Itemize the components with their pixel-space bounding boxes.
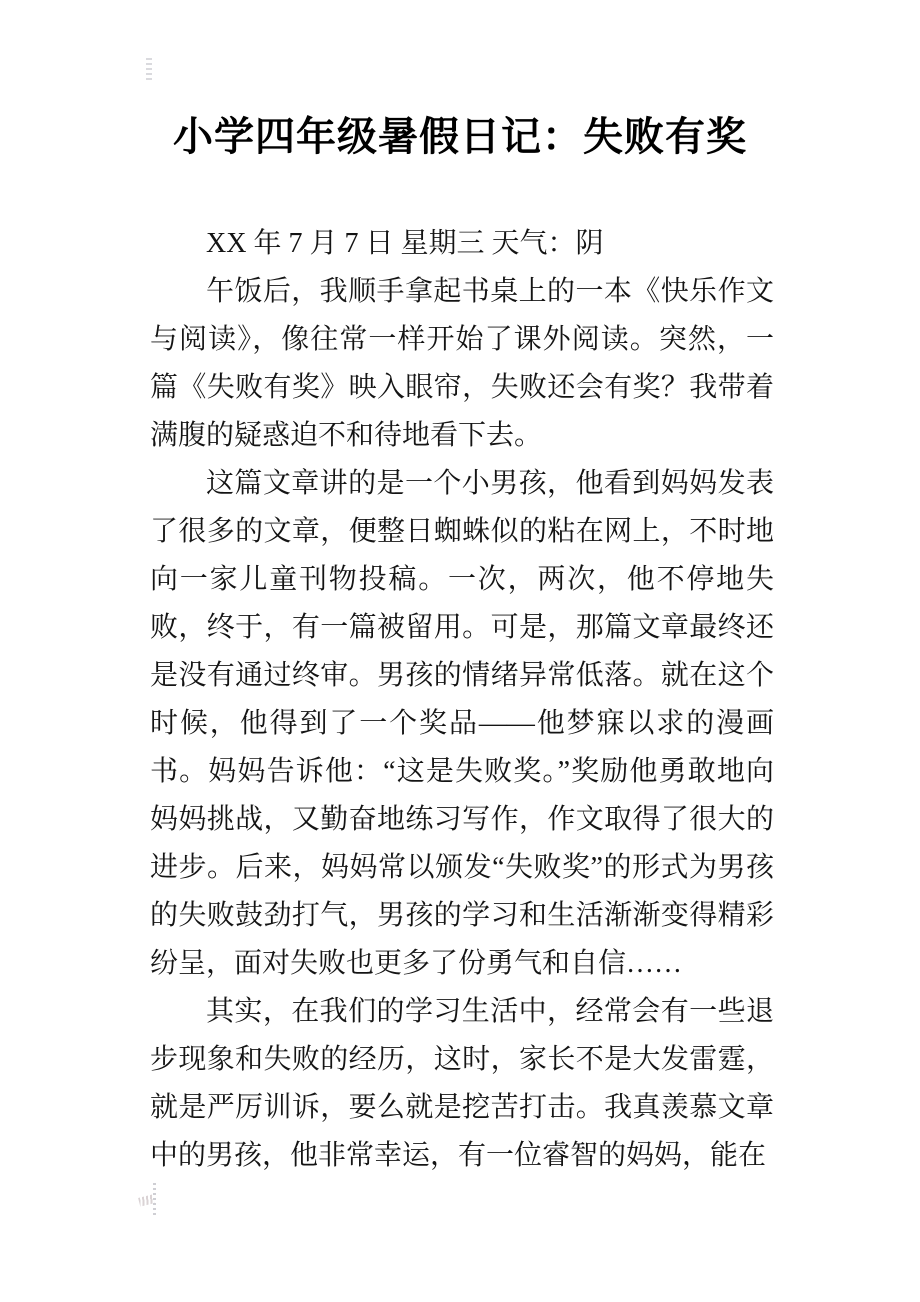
paragraph: 这篇文章讲的是一个小男孩，他看到妈妈发表了很多的文章，便整日蜘蛛似的粘在网上，不时地向一家儿童刊物投稿。一次，两次，他不停地失败，终于，有一篇被留用。可是，那篇文章最终还是没有通过终审。男孩的情绪异常低落。就在这个时候，他得到了一个奖品——他梦寐以求的漫画书。妈妈告诉他：“这是失败奖。”奖励他勇敢地向妈妈挑战，又勤奋地练习写作，作文取得了很大的进步。后来，妈妈常以颁发“失败奖”的形式为男孩的失败鼓劲打气，男孩的学习和生活渐渐变得精彩纷呈，面对失败也更多了份勇气和自信…… <box>150 468 774 979</box>
scan-artifact-top <box>146 58 152 80</box>
paragraph: 其实，在我们的学习生活中，经常会有一些退步现象和失败的经历，这时，家长不是大发雷霆，就是严厉训诉，要么就是挖苦打击。我真羡慕文章中的男孩，他非常幸运，有一位睿智的妈妈，能在 <box>150 996 774 1171</box>
diary-date-line: XX 年 7 月 7 日 星期三 天气：阴 <box>206 228 604 259</box>
paragraph: 午饭后，我顺手拿起书桌上的一本《快乐作文与阅读》，像往常一样开始了课外阅读。突然，一篇《失败有奖》映入眼帘，失败还会有奖？我带着满腹的疑惑迫不和待地看下去。 <box>150 276 774 451</box>
document-body <box>150 220 774 1180</box>
document-title: 小学四年级暑假日记：失败有奖 <box>173 115 747 159</box>
